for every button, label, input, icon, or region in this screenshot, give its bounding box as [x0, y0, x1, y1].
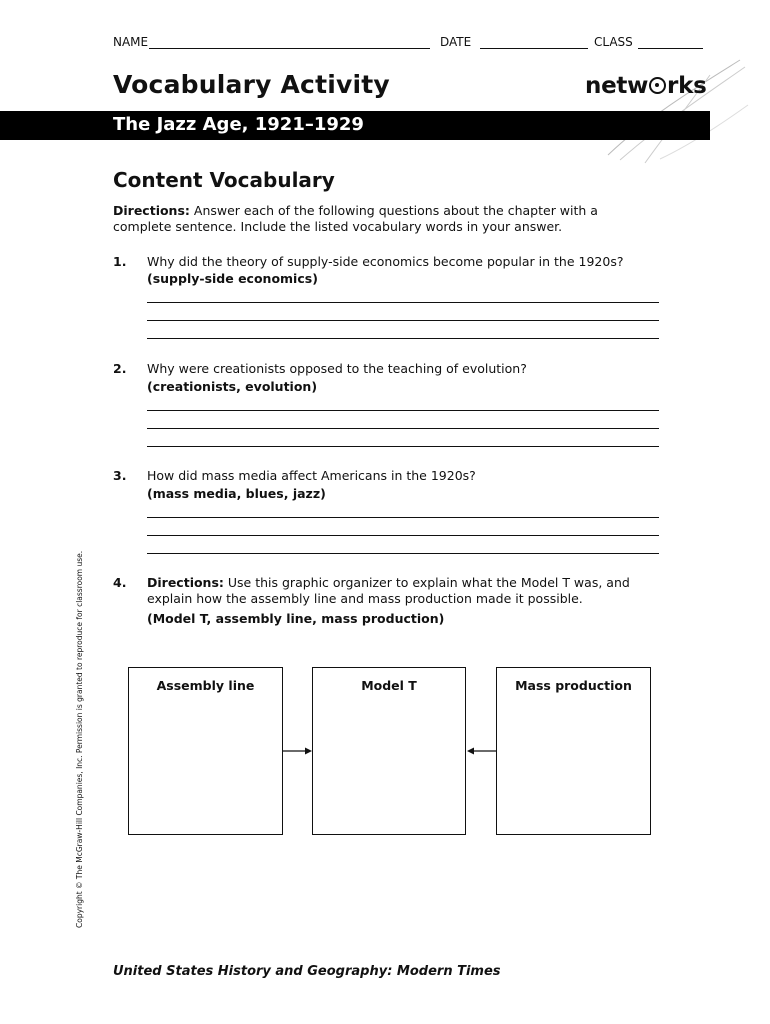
answer-line[interactable] [147, 428, 659, 429]
answer-line[interactable] [147, 446, 659, 447]
organizer-box-model-t[interactable] [312, 667, 466, 835]
directions [113, 203, 643, 235]
answer-line[interactable] [147, 338, 659, 339]
question-3-text: How did mass media affect Americans in the 1920s? [147, 468, 476, 483]
networks-logo [585, 73, 706, 99]
question-3-number: 3. [113, 468, 127, 483]
question-2-number: 2. [113, 361, 127, 376]
answer-line[interactable] [147, 302, 659, 303]
chapter-title: The Jazz Age, 1921–1929 [113, 114, 364, 135]
name-field[interactable] [149, 48, 430, 49]
organizer-box-title: Model T [361, 678, 417, 693]
answer-line[interactable] [147, 535, 659, 536]
page-title: Vocabulary Activity [113, 70, 390, 99]
question-4-text: Use this graphic organizer to explain what the Model T was, and explain how the assembly line and mass production made it possible. [147, 575, 630, 606]
chapter-banner [0, 111, 710, 140]
logo-o-icon [649, 77, 666, 94]
question-4-terms: (Model T, assembly line, mass production) [147, 611, 445, 626]
answer-line[interactable] [147, 410, 659, 411]
organizer-box-mass-production[interactable] [496, 667, 651, 835]
question-2-text: Why were creationists opposed to the teaching of evolution? [147, 361, 527, 376]
question-1-terms: (supply-side economics) [147, 271, 318, 286]
section-title: Content Vocabulary [113, 168, 335, 192]
question-4-number: 4. [113, 575, 127, 590]
question-1-text: Why did the theory of supply-side economics become popular in the 1920s? [147, 254, 624, 269]
organizer-box-title: Mass production [515, 678, 632, 693]
answer-line[interactable] [147, 553, 659, 554]
question-4-directions [147, 575, 652, 607]
class-field[interactable] [638, 48, 703, 49]
footer-book-title: United States History and Geography: Modern Times [113, 964, 501, 979]
answer-line[interactable] [147, 517, 659, 518]
date-field[interactable] [480, 48, 588, 49]
question-1-number: 1. [113, 254, 127, 269]
question-2-terms: (creationists, evolution) [147, 379, 318, 394]
logo-text-right: rks [667, 73, 707, 99]
left-arrow-icon [466, 745, 496, 757]
right-arrow-icon [283, 745, 313, 757]
directions-text: Answer each of the following questions about the chapter with a complete sentence. Include the listed vocabulary words in your answer. [113, 203, 598, 234]
logo-text-left: netw [585, 73, 649, 99]
organizer-box-assembly-line[interactable] [128, 667, 283, 835]
organizer-box-title: Assembly line [156, 678, 255, 693]
name-label: NAME [113, 35, 149, 49]
answer-line[interactable] [147, 320, 659, 321]
logo-swoosh-graphic [600, 55, 750, 165]
question-4-label: Directions: [147, 575, 224, 590]
date-label: DATE [440, 35, 472, 49]
question-3-terms: (mass media, blues, jazz) [147, 486, 326, 501]
class-label: CLASS [594, 35, 633, 49]
directions-label: Directions: [113, 203, 190, 218]
copyright-notice: Copyright © The McGraw-Hill Companies, Inc. Permission is granted to reproduce for classroom use. [75, 550, 84, 928]
